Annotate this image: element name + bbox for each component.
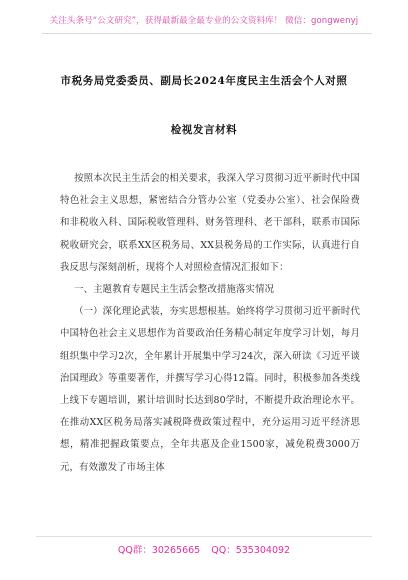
header-banner: 关注头条号“公文研究”，获得最新最全最专业的公文资料库！ 微信：gongwenyj	[49, 16, 359, 26]
document-title-line2: 检视发言材料	[170, 124, 238, 136]
footer-qq: QQ：535304092	[211, 545, 291, 556]
paragraph-intro: 按照本次民主生活会的相关要求，我深入学习贯彻习近平新时代中国特色社会主义思想，紧密结合分管办公室（党委办公室）、社会保险费和非税收入科、国际税收管理科、财务管理科、老干部科，联系市国际税收研究会，联系XX区税务局、XX县税务局的工作实际，认真进行自我反思与深刻剖析，现将个人对照检查情况汇报如下：	[60, 173, 360, 273]
footer-qq-group: QQ群：30265665	[117, 545, 201, 556]
section-heading: 一、主题教育专题民主生活会整改措施落实情况	[74, 284, 275, 296]
document-title-line1: 市税务局党委委员、副局长2024年度民主生活会个人对照	[60, 75, 348, 87]
header-divider	[42, 33, 372, 34]
paragraph-section-1: （一）深化理论武装，夯实思想根基。始终将学习贯彻习近平新时代中国特色社会主义思想作为首要政治任务精心制定年度学习计划，每月组织集中学习2次，全年累计开展集中学习24次，深入研读《习近平谈治国理政》等重要著作，并撰写学习心得12篇。同时，积极参加各类线上线下专题培训，累计培训时长达到80学时，不断提升政治理论水平。在推动XX区税务局落实减税降费政策过程中，充分运用习近平经济思想，精准把握政策要点，全年共惠及企业1500家，减免税费3000万元，有效激发了市场主体	[60, 306, 360, 473]
footer-divider	[36, 536, 372, 537]
document-body	[60, 168, 360, 479]
footer	[0, 542, 408, 556]
